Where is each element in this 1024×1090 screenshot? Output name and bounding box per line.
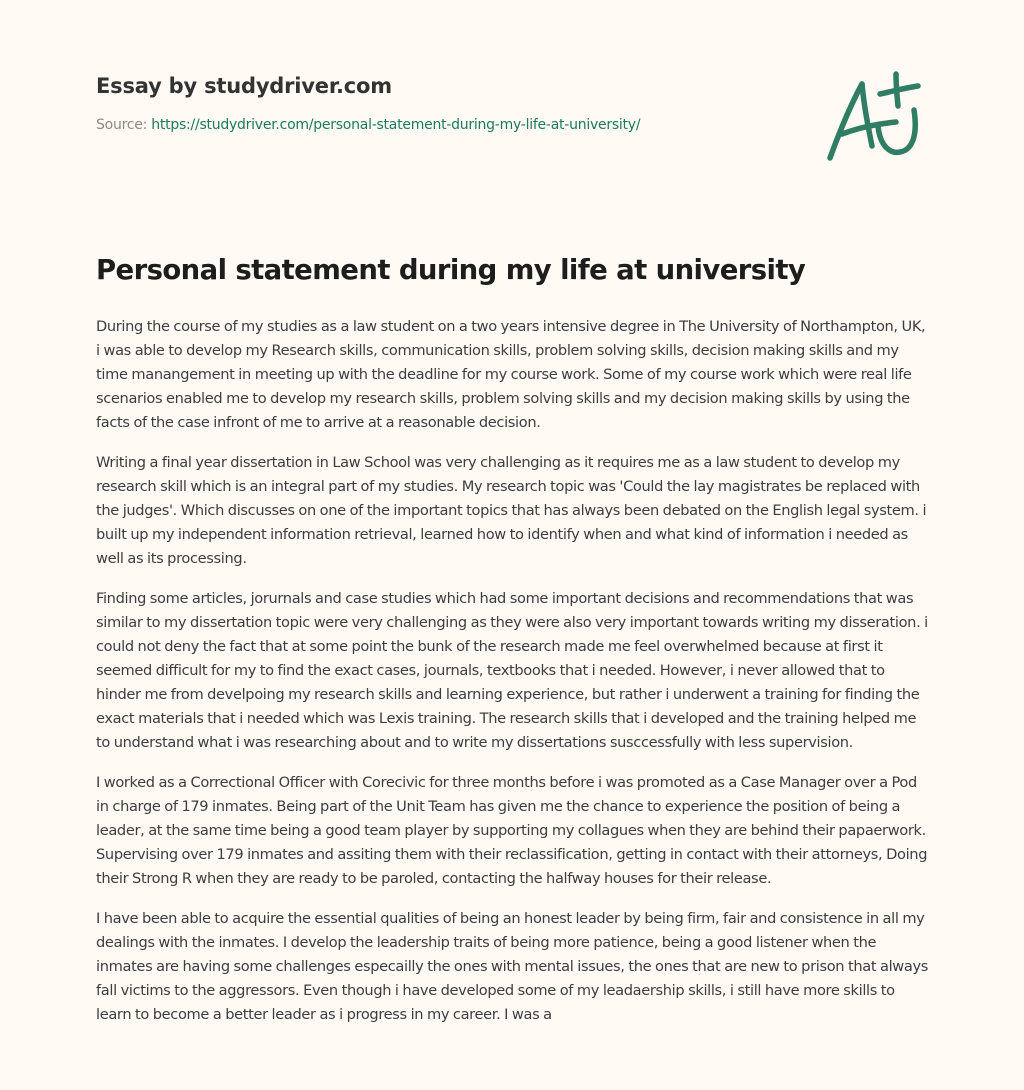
source-line: [96, 117, 796, 133]
essay-paragraph: Finding some articles, jorurnals and case studies which had some important decisions and recommendations that was similar to my dissertation topic were very challenging as they were also very important towards writing my disseration. i could not deny the fact that at some point the bunk of the research made me feel overwhelmed because at first it seemed difficult for my to find the exact cases, journals, textbooks that i needed. However, i never allowed that to hinder me from develpoing my research skills and learning experience, but rather i underwent a training for finding the exact materials that i needed which was Lexis training. The research skills that i developed and the training helped me to understand what i was researching about and to write my dissertations susccessfully with less supervision.: [96, 590, 928, 751]
essay-paragraph: I worked as a Correctional Officer with Corecivic for three months before i was promoted as a Case Manager over a Pod in charge of 179 inmates. Being part of the Unit Team has given me the chance to experience the position of being a leader, at the same time being a good team player by supporting my collagues when they are behind their papaerwork. Supervising over 179 inmates and assiting them with their reclassification, getting in contact with their attorneys, Doing their Strong R when they are ready to be paroled, contacting the halfway houses for their release.: [96, 774, 928, 887]
a-plus-grade-icon: [818, 66, 934, 166]
essay-paragraph: Writing a final year dissertation in Law School was very challenging as it requires me as a law student to develop my research skill which is an integral part of my studies. My research topic was 'Could the lay magistrates be replaced with the judges'. Which discusses on one of the important topics that has always been debated on the English legal system. i built up my independent information retrieval, learned how to identify when and what kind of information i needed as well as its processing.: [96, 454, 927, 567]
page-header: [96, 74, 796, 133]
site-title: Essay by studydriver.com: [96, 74, 392, 98]
essay-title: Personal statement during my life at university: [96, 254, 806, 286]
essay-paragraph: During the course of my studies as a law student on a two years intensive degree in The University of Northampton, UK, i was able to develop my Research skills, communication skills, problem solving skills, decision making skills and my time manangement in meeting up with the deadline for my course work. Some of my course work which were real life scenarios enabled me to develop my research skills, problem solving skills and my decision making skills by using the facts of the case infront of me to arrive at a reasonable decision.: [96, 318, 926, 431]
essay-body: [96, 315, 932, 1043]
essay-paragraph: I have been able to acquire the essential qualities of being an honest leader by being firm, fair and consistence in all my dealings with the inmates. I develop the leadership traits of being more patience, being a good listener when the inmates are having some challenges especailly the ones with mental issues, the ones that are new to prison that always fall victims to the aggressors. Even though i have developed some of my leadaership skills, i still have more skills to learn to become a better leader as i progress in my career. I was a: [96, 910, 929, 1023]
source-label: Source:: [96, 117, 148, 133]
source-link[interactable]: https://studydriver.com/personal-statement-during-my-life-at-university/: [151, 117, 641, 133]
